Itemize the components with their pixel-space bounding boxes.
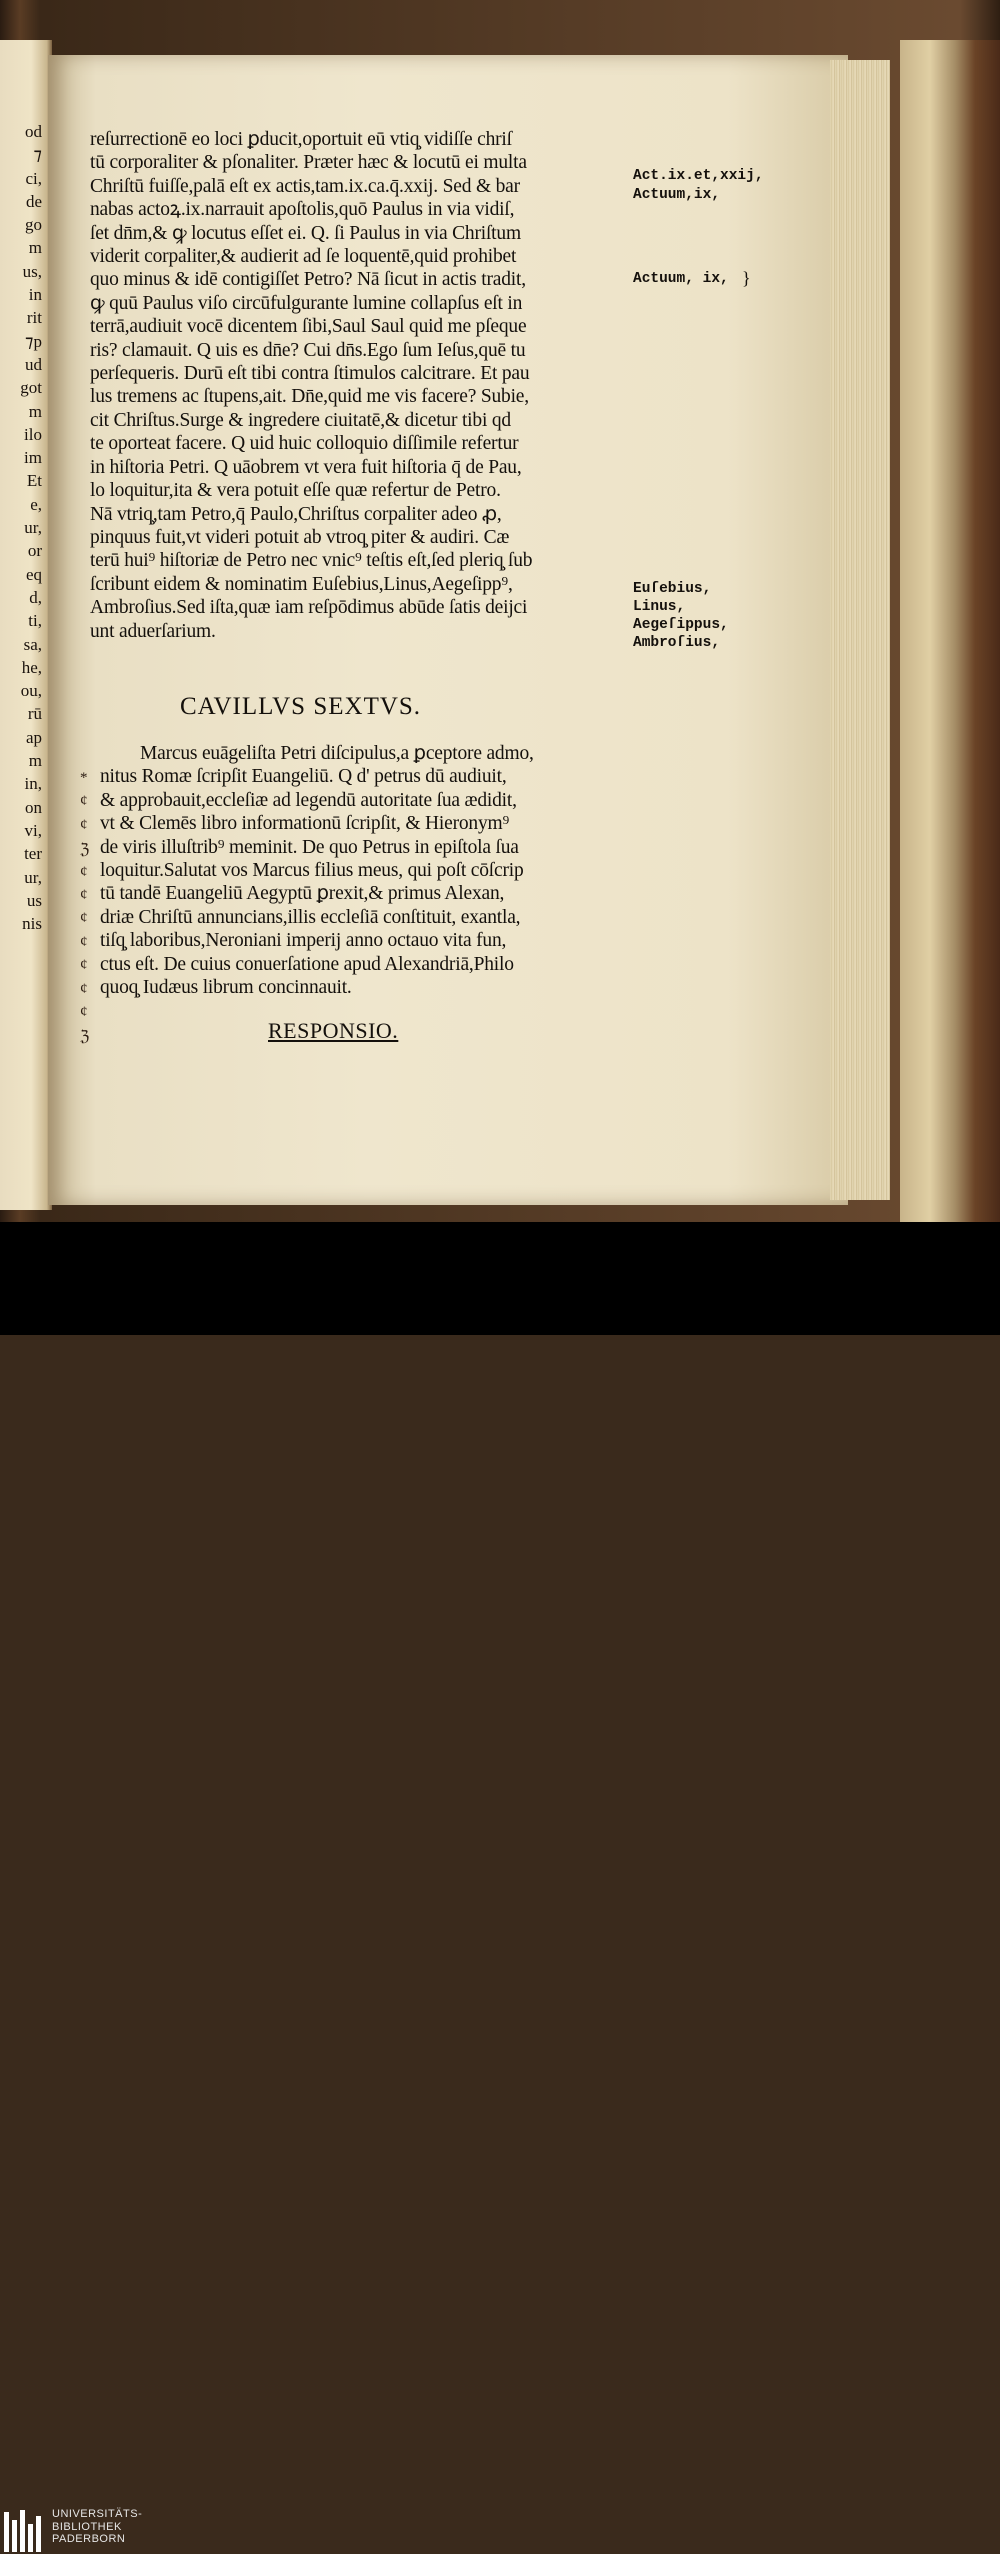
left-fragment: Et <box>26 471 42 491</box>
text-line: ꝙ quū Paulus viſo circūfulgurante lumine collapſus eſt in <box>90 292 523 314</box>
text-line: ris? clamauit. Q uis es dn̄e? Cui dn̄s.Ego ſum Ieſus,quē tu <box>90 339 526 361</box>
text-line: unt aduerſarium. <box>90 620 216 642</box>
left-fragment: ud <box>25 354 42 374</box>
margin-mark: * <box>80 770 88 786</box>
margin-mark: ¢ <box>80 910 88 927</box>
text-line: terū hui⁹ hiſtoriæ de Petro nec vnic⁹ teſtis eſt,ſed pleriq̧ ſub <box>90 550 533 572</box>
text-line: lo loquitur,ita & vera potuit eſſe quæ refertur de Petro. <box>90 480 501 502</box>
library-name-line2: BIBLIOTHEK <box>52 2520 122 2533</box>
library-name-line1: UNIVERSITÄTS- <box>52 2508 143 2520</box>
margin-mark: ¢ <box>80 980 88 997</box>
left-fragment: m <box>28 238 42 258</box>
text-line: te oporteat facere. Q uid huic colloquio diſſimile refertur <box>90 433 519 455</box>
section-heading: CAVILLVS SEXTVS. <box>180 693 422 720</box>
margin-mark: ¢ <box>80 887 88 903</box>
text-line: tū tandē Euangeliū Aegyptū ꝑrexit,& primus Alexan, <box>100 883 505 905</box>
left-page-edge <box>0 40 52 1210</box>
text-line: terrā,audiuit vocē dicentem ſibi,Saul Saul quid me pſeque <box>90 316 527 338</box>
margin-bracket: } <box>742 268 751 288</box>
text-line: tū corporaliter & pſonaliter. Præter hæc & locutū ei multa <box>90 152 527 174</box>
margin-note-actuum-ix: Actuum,ix, <box>633 187 721 203</box>
left-fragment: vi, <box>24 820 42 840</box>
left-fragment: got <box>20 378 42 398</box>
left-fragment: ur, <box>24 518 42 538</box>
text-line: perſequeris. Durū eſt tibi contra ſtimulos calcitrare. Et pau <box>90 363 530 385</box>
margin-note-eusebius: Euſebius, <box>633 581 712 597</box>
book-cover <box>900 40 1000 1222</box>
left-fragment: eq <box>25 564 42 584</box>
margin-mark: ℨ <box>80 842 90 859</box>
left-fragment: nis <box>22 914 42 934</box>
cavillus-paragraph <box>100 742 640 999</box>
responsio-heading: RESPONSIO. <box>268 1018 399 1043</box>
left-page-fragments <box>2 120 42 935</box>
footer-bar <box>0 1222 1000 2545</box>
margin-mark: ¢ <box>80 1004 88 1020</box>
left-fragment: sa, <box>23 634 42 654</box>
margin-mark: ¢ <box>80 816 88 833</box>
left-fragment: ilo <box>24 424 42 444</box>
text-line: nitus Romæ ſcripſit Euangeliū. Q d' petrus dū audiuit, <box>100 766 507 788</box>
margin-note-actuum-ix-2: Actuum, ix, <box>633 271 729 287</box>
left-fragment: ti, <box>28 611 42 631</box>
left-fragment: ou, <box>20 681 42 701</box>
left-fragment: or <box>27 541 42 561</box>
text-line: driæ Chriſtū annuncians,illis eccleſiā conſtituit, exantla, <box>100 906 521 928</box>
text-line: lus tremens ac ſtupens,ait. Dn̄e,quid me vis facere? Subie, <box>90 386 529 408</box>
book-photo <box>0 0 1000 1222</box>
text-line: quo minus & idē contigiſſet Petro? Nā ſicut in actis tradit, <box>90 269 526 291</box>
margin-mark: ¢ <box>80 863 88 880</box>
text-line: de viris illuſtrib⁹ meminit. De quo Petrus in epiſtola ſua <box>100 836 519 858</box>
left-fragment: us <box>26 890 42 910</box>
left-fragment: rū <box>27 704 42 724</box>
left-fragment: m <box>28 751 42 771</box>
left-fragment: im <box>24 448 42 468</box>
left-fragment: on <box>25 797 42 817</box>
text-line: loquitur.Salutat vos Marcus filius meus, qui poſt cōſcrip <box>100 860 524 882</box>
left-fragment: ur, <box>24 867 42 887</box>
left-fragment: us, <box>22 261 42 281</box>
text-line: Ambroſius.Sed iſta,quæ iam reſpōdimus abūde ſatis deijci <box>90 597 528 619</box>
left-fragment: he, <box>21 657 42 677</box>
left-fragment: e, <box>30 494 42 514</box>
left-fragment: in, <box>24 774 42 794</box>
text-line: vt & Clemēs libro informationū ſcripſit, & Hieronym⁹ <box>100 813 510 835</box>
left-fragment: de <box>25 191 42 211</box>
left-fragment: od <box>25 122 42 141</box>
left-fragment: ⁊ <box>33 145 42 165</box>
left-fragment: ap <box>25 727 42 747</box>
margin-note-ambrosius: Ambroſius, <box>633 635 721 651</box>
text-line: & approbauit,eccleſiæ ad legendū autoritate ſua ædidit, <box>100 789 517 811</box>
text-line: in hiſtoria Petri. Q uāobrem vt vera fuit hiſtoria q̄ de Pau, <box>90 456 522 478</box>
margin-mark: ¢ <box>80 957 88 974</box>
text-line: Marcus euāgeliſta Petri diſcipulus,a ꝑceptore admo, <box>140 743 534 764</box>
left-fragment: d, <box>29 587 42 607</box>
text-line: ſcribunt eidem & nominatim Euſebius,Linus,Aegeſipp⁹, <box>90 573 513 595</box>
library-name-line3: PADERBORN <box>52 2533 126 2545</box>
left-fragment: rit <box>26 308 42 328</box>
text-line: cit Chriſtus.Surge & ingredere ciuitatē,& dicetur tibi qd <box>90 409 511 431</box>
page-edges-fore <box>842 60 887 1200</box>
text-line: ſet dn̄m,& ꝙ locutus eſſet ei. Q. ſi Paulus in via Chriſtum <box>90 222 521 244</box>
left-fragment: ⁊p <box>25 331 42 351</box>
text-line: reſurrectionē eo loci ꝑducit,oportuit eū vtiq̧ vidiſſe chriſ <box>90 129 512 150</box>
text-line: viderit corpaliter,& audierit ad ſe loquentē,quid prohibet <box>90 246 517 268</box>
margin-note-acts-ix-xxij: Act.ix.et,xxij, <box>633 168 764 184</box>
left-fragment: go <box>25 215 42 235</box>
margin-mark: ℨ <box>80 1029 90 1046</box>
main-text-block <box>90 128 635 643</box>
text-line: tiſq̧ laboribus,Neroniani imperij anno octauo vita fun, <box>100 930 507 952</box>
left-fragment: ci, <box>25 168 42 188</box>
text-line: ctus eſt. De cuius conuerſatione apud Alexandriā,Philo <box>100 953 514 975</box>
text-line: pinquus fuit,vt videri potuit ab vtroq̧ piter & audiri. Cæ <box>90 526 510 548</box>
margin-note-linus: Linus, <box>633 599 686 615</box>
left-fragment: in <box>28 285 42 305</box>
text-line: nabas actoꝝ.ix.narrauit apoſtolis,quō Paulus in via vidiſ, <box>90 199 515 221</box>
margin-mark: ¢ <box>80 793 88 810</box>
library-name <box>52 2508 142 2546</box>
library-logo-icon <box>4 2510 46 2554</box>
margin-mark: ¢ <box>80 933 88 950</box>
left-fragment: m <box>28 401 42 421</box>
left-fragment: ter <box>24 844 42 864</box>
text-line: Chriſtū fuiſſe,palā eſt ex actis,tam.ix.ca.q̄.xxij. Sed & bar <box>90 175 520 197</box>
margin-note-aegesippus: Aegeſippus, <box>633 617 729 633</box>
text-line: Nā vtriq̧,tam Petro,q̄ Paulo,Chriſtus corpaliter adeo ꝓ, <box>90 503 502 525</box>
text-line: quoq̧ Iudæus librum concinnauit. <box>100 977 352 999</box>
